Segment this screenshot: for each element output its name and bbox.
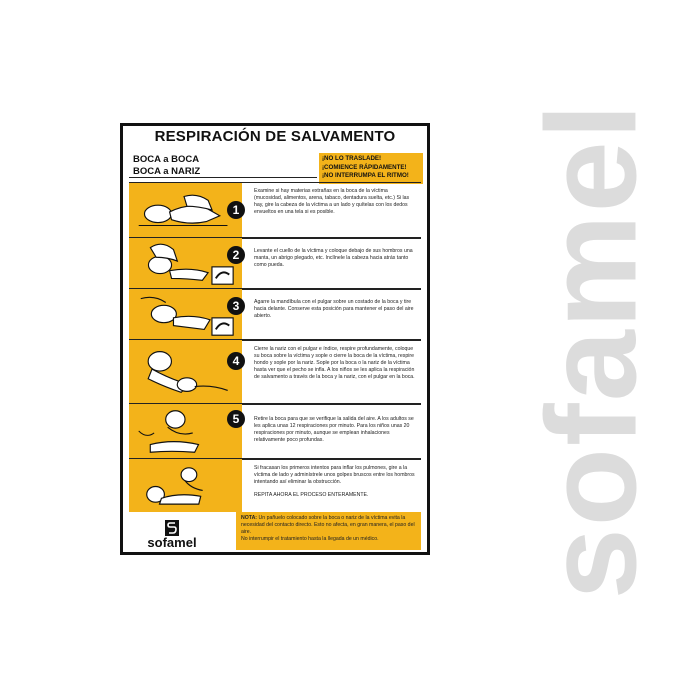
note-label: NOTA:	[241, 515, 258, 521]
logo-mark-icon	[165, 520, 179, 536]
step-5	[129, 403, 421, 460]
rescue-breathing-poster	[120, 123, 430, 555]
exhale-check-illustration	[129, 404, 242, 459]
step-number-badge: 5	[227, 410, 245, 428]
step-3-illustration	[129, 289, 242, 340]
step-3	[129, 288, 421, 341]
poster-title: RESPIRACIÓN DE SALVAMENTO	[154, 128, 396, 145]
sofamel-logo	[137, 520, 207, 550]
subtitle-mouth-to-nose: BOCA a NARIZ	[133, 166, 201, 177]
note-box	[236, 512, 421, 550]
head-tilt-illustration	[129, 183, 242, 238]
step-1-illustration	[129, 183, 242, 238]
watermark-text: sofamel	[520, 101, 664, 599]
step-1	[129, 182, 421, 239]
jaw-thrust-illustration	[129, 289, 242, 340]
step-6	[129, 458, 421, 512]
warning-line: ¡NO INTERRUMPA EL RITMO!	[322, 172, 409, 179]
step-2-illustration	[129, 238, 242, 289]
sofamel-watermark	[522, 40, 662, 660]
step-2-text: Levante el cuello de la víctima y coloque debajo de sus hombros una manta, un abrigo plegado, etc. Inclínele la cabeza hacia atrás tanto como pueda.	[254, 248, 413, 269]
warning-box	[319, 153, 423, 184]
step-6-paragraph: Si fracasan los primeros intentos para inflar los pulmones, gire a la víctima de lado y adminístrele unos golpes bruscos entre los hombros intentando así eliminar la obstrucción.	[254, 465, 415, 486]
logo-text: sofamel	[147, 535, 197, 550]
mouth-to-mouth-illustration	[129, 340, 242, 404]
step-number-badge: 4	[227, 352, 245, 370]
divider	[129, 177, 317, 178]
step-5-text: Retire la boca para que se verifique la salida del aire. A los adultos se les aplica unas 12 respiraciones por minuto. Para los niños unas 20 respiraciones por minuto, aunque se emplean inhalaciones relativamente poco profundas.	[254, 416, 414, 444]
warning-line: ¡COMIENCE RÁPIDAMENTE!	[322, 163, 407, 171]
step-number-badge: 1	[227, 201, 245, 219]
step-4	[129, 339, 421, 405]
step-number-badge: 2	[227, 246, 245, 264]
repeat-instruction: REPITA AHORA EL PROCESO ENTERAMENTE.	[254, 492, 369, 499]
step-2	[129, 237, 421, 290]
subtitle-mouth-to-mouth: BOCA a BOCA	[133, 154, 200, 165]
step-number-badge: 3	[227, 297, 245, 315]
step-6-illustration	[129, 459, 242, 512]
warning-line: ¡NO LO TRASLADE!	[322, 155, 382, 162]
note-text-2: No interrumpir el tratamiento hasta la llegada de un médico.	[241, 536, 379, 542]
step-6-text	[254, 465, 417, 499]
step-3-text: Agarre la mandíbula con el pulgar sobre un costado de la boca y tire hacia delante. Conserve esta posición para mantener el paso del aire abierto.	[254, 299, 414, 320]
back-blows-illustration	[129, 459, 242, 512]
poster-subtitle	[133, 154, 200, 178]
step-4-text: Cierre la nariz con el pulgar e índice, respire profundamente, coloque su boca sobre la víctima y sople o cierre la boca de la víctima, respire hondo y sople por la nariz. Sople por la boca o la nariz de la víctima hasta ver que el pecho se infla. A los niños se les aplica la respiración de salvamento a través de la boca y la nariz, con el pulgar en la boca.	[254, 346, 415, 381]
step-5-illustration	[129, 404, 242, 459]
step-1-text: Examine si hay materias extrañas en la boca de la víctima (mucosidad, alimentos, arena, tabaco, dentadura suelta, etc.) Si las hay, gire la cabeza de la víctima a un lado y quítelas con los dedos envueltos en una tela si es posible.	[254, 188, 410, 216]
step-4-illustration	[129, 340, 242, 404]
neck-lift-illustration	[129, 238, 242, 289]
note-text: Un pañuelo colocado sobre la boca o nariz de la víctima evita la necesidad del contacto directo. Esto no afecta, en gran manera, el paso del aire.	[241, 515, 415, 535]
